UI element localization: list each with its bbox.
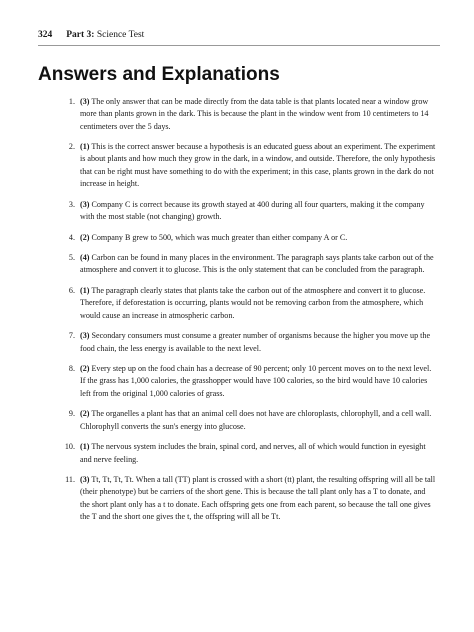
answer-choice: (3)	[80, 199, 90, 209]
answer-explanation: The only answer that can be made directly from the data table is that plants located near a window grow more than plants grown in the dark. This is because the plant in the window went from 10 centimeters to 14 centimeters over the 5 days.	[80, 97, 429, 131]
answer-number: 5.	[68, 253, 75, 263]
answer-item	[58, 285, 436, 322]
part-heading	[66, 30, 144, 40]
answer-item	[58, 252, 436, 277]
answer-explanation: Secondary consumers must consume a greater number of organisms because the higher you move up the food chain, the less energy is available to the next level.	[80, 331, 431, 353]
section-title: Answers and Explanations	[38, 64, 280, 85]
answer-choice: (1)	[80, 286, 90, 296]
answer-number: 1.	[68, 97, 75, 106]
answer-item	[58, 96, 436, 133]
answer-explanation: The nervous system includes the brain, spinal cord, and nerves, all of which would function in eyesight and nerve feeling.	[80, 442, 426, 464]
answer-number: 7.	[68, 331, 75, 341]
answer-number: 3.	[68, 199, 75, 209]
answer-number: 9.	[68, 409, 75, 419]
answer-choice: (2)	[80, 364, 90, 374]
answer-choice: (3)	[80, 97, 90, 106]
answer-explanation: This is the correct answer because a hypothesis is an educated guess about an experiment. The experiment is about plants and how much they grow in the dark, in a window, and outside. Therefore, the only hypothesis that can be right must have something to do with the experiment; in this case, plants grown in the dark do not increase in height.	[80, 142, 436, 189]
answer-explanation: The paragraph clearly states that plants take the carbon out of the atmosphere and convert it to glucose. Therefore, if deforestation is occurring, plants would not be removing carbon from the atmosphere, which would cause an increase in atmospheric carbon.	[80, 286, 426, 320]
answer-item	[58, 330, 436, 355]
answer-item	[58, 199, 436, 224]
answer-choice: (1)	[80, 442, 90, 452]
answer-choice: (2)	[80, 232, 90, 242]
answer-explanation: Every step up on the food chain has a decrease of 90 percent; only 10 percent moves on to the next level. If the grass has 1,000 calories, the grasshopper would have 100 calories, so the bird would have 10 calories left from the original 1,000 calories of grass.	[80, 364, 432, 398]
answer-number: 2.	[68, 142, 75, 152]
answer-number: 8.	[68, 364, 75, 374]
part-title: Science Test	[96, 30, 145, 40]
answer-explanation: Company C is correct because its growth stayed at 400 during all four quarters, making it the company with the most stable (not changing) growth.	[80, 199, 425, 221]
answer-explanation: Company B grew to 500, which was much greater than either company A or C.	[91, 232, 348, 242]
page-number: 324	[38, 30, 53, 40]
running-header	[38, 30, 144, 40]
answer-choice: (3)	[80, 331, 90, 341]
part-label: Part 3:	[66, 30, 95, 40]
answer-explanation: Carbon can be found in many places in the environment. The paragraph says plants take carbon out of the atmosphere and convert it to glucose. This is the only statement that can be concluded from the paragraph.	[80, 253, 434, 275]
answer-explanation: Tt, Tt, Tt, Tt. When a tall (TT) plant is crossed with a short (tt) plant, the resulting offspring will all be tall (their phenotype) but be carriers of the short gene. This is because the tall plant only has a T to donate, and the short plant only has a t to donate. Each offspring gets one from each parent, so because the tall one gives the T and the short one gives the t, the offspring will all be Tt.	[80, 475, 436, 521]
answer-number: 11.	[65, 475, 75, 485]
answer-choice: (4)	[80, 253, 90, 263]
answer-number: 4.	[68, 232, 75, 242]
answer-choice: (2)	[80, 409, 90, 419]
answer-explanation: The organelles a plant has that an animal cell does not have are chloroplasts, chlorophyll, and a cell wall. Chlorophyll converts the sun's energy into glucose.	[80, 409, 432, 431]
answer-item	[58, 141, 436, 190]
header-divider	[38, 45, 440, 46]
answer-number: 10.	[64, 442, 75, 452]
answer-item	[58, 441, 436, 466]
answer-list	[58, 96, 436, 532]
answer-item	[58, 232, 436, 244]
answer-item	[58, 474, 436, 523]
answer-choice: (3)	[80, 475, 90, 485]
answer-choice: (1)	[80, 142, 90, 152]
answer-number: 6.	[68, 286, 75, 296]
answer-item	[58, 408, 436, 433]
answer-item	[58, 363, 436, 400]
